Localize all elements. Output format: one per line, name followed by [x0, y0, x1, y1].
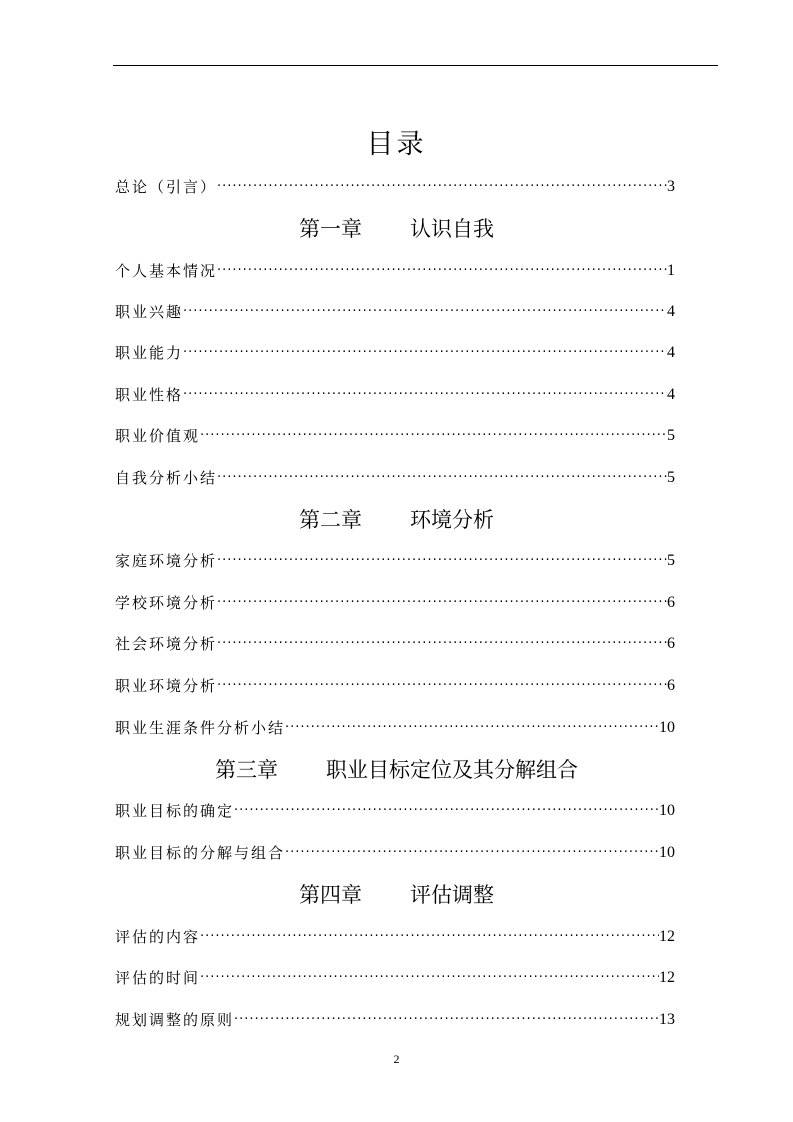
toc-entry[interactable] — [115, 592, 675, 614]
toc-entry[interactable] — [115, 260, 675, 282]
toc-entry-label: 学校环境分析 — [115, 594, 218, 612]
toc-page-number: 10 — [659, 802, 675, 819]
chapter-number: 第四章 — [299, 883, 362, 907]
chapter-number: 第二章 — [299, 508, 362, 532]
chapter-title: 评估调整 — [410, 883, 494, 907]
toc-page-number: 4 — [667, 303, 675, 320]
toc-entry[interactable] — [115, 425, 675, 447]
toc-page-number: 13 — [659, 1011, 675, 1028]
page-title: 目录 — [366, 129, 427, 160]
chapter-title: 认识自我 — [410, 217, 494, 241]
toc-leader-dots — [234, 801, 659, 821]
toc-entry[interactable] — [115, 675, 675, 697]
toc-leader-dots — [217, 468, 667, 488]
toc-entry-label: 总论（引言） — [115, 178, 218, 196]
chapter-number: 第三章 — [215, 758, 278, 782]
toc-entry-label: 职业能力 — [115, 344, 184, 362]
toc-page-number: 12 — [659, 928, 675, 945]
toc-entry[interactable] — [115, 384, 675, 406]
toc-entry[interactable] — [115, 717, 675, 739]
toc-entry[interactable] — [115, 301, 675, 323]
chapter-heading-4[interactable] — [0, 879, 793, 911]
toc-leader-dots — [217, 634, 667, 654]
toc-entry-label: 职业性格 — [115, 386, 184, 404]
toc-entry-label: 职业兴趣 — [115, 303, 184, 321]
toc-entry[interactable] — [115, 1009, 675, 1031]
toc-page-number: 3 — [667, 178, 675, 195]
toc-entry[interactable] — [115, 633, 675, 655]
toc-leader-dots — [285, 718, 659, 738]
toc-leader-dots — [217, 676, 667, 696]
toc-page-number: 4 — [667, 386, 675, 403]
chapter-title: 环境分析 — [410, 508, 494, 532]
toc-entry[interactable] — [115, 550, 675, 572]
toc-leader-dots — [217, 177, 667, 197]
toc-leader-dots — [234, 1010, 659, 1030]
toc-page-number: 12 — [659, 969, 675, 986]
toc-entry-label: 职业生涯条件分析小结 — [115, 719, 286, 737]
toc-leader-dots — [200, 968, 659, 988]
toc-page-number: 6 — [667, 594, 675, 611]
toc-entry-label: 个人基本情况 — [115, 262, 218, 280]
chapter-title: 职业目标定位及其分解组合 — [326, 758, 578, 782]
toc-page-number: 6 — [667, 635, 675, 652]
toc-page-number: 5 — [667, 552, 675, 569]
toc-leader-dots — [183, 385, 667, 405]
chapter-heading-3[interactable] — [0, 754, 793, 786]
toc-entry[interactable] — [115, 467, 675, 489]
toc-page-number: 5 — [667, 427, 675, 444]
toc-entry-label: 自我分析小结 — [115, 469, 218, 487]
toc-entry-label: 评估的内容 — [115, 928, 201, 946]
toc-page-number: 10 — [659, 719, 675, 736]
chapter-number: 第一章 — [299, 217, 362, 241]
toc-entry-label: 评估的时间 — [115, 969, 201, 987]
toc-entry-label: 职业价值观 — [115, 427, 201, 445]
page-number: 2 — [393, 1052, 400, 1066]
toc-leader-dots — [200, 927, 659, 947]
toc-entry-label: 规划调整的原则 — [115, 1011, 235, 1029]
toc-page-number: 1 — [667, 262, 675, 279]
toc-entry[interactable] — [115, 967, 675, 989]
toc-page-number: 4 — [667, 344, 675, 361]
toc-leader-dots — [217, 593, 667, 613]
toc-page-number: 6 — [667, 677, 675, 694]
toc-entry-label: 社会环境分析 — [115, 635, 218, 653]
toc-entry-label: 职业目标的分解与组合 — [115, 844, 286, 862]
toc-leader-dots — [183, 302, 667, 322]
toc-entry[interactable] — [115, 342, 675, 364]
toc-leader-dots — [285, 843, 659, 863]
toc-leader-dots — [200, 426, 667, 446]
toc-page-number: 10 — [659, 844, 675, 861]
toc-leader-dots — [217, 261, 667, 281]
chapter-heading-2[interactable] — [0, 504, 793, 536]
toc-entry[interactable] — [115, 926, 675, 948]
toc-entry-label: 职业环境分析 — [115, 677, 218, 695]
toc-page-number: 5 — [667, 469, 675, 486]
toc-entry[interactable] — [115, 800, 675, 822]
header-rule — [113, 65, 718, 66]
chapter-heading-1[interactable] — [0, 213, 793, 245]
toc-entry-label: 家庭环境分析 — [115, 552, 218, 570]
toc-entry-label: 职业目标的确定 — [115, 802, 235, 820]
toc-leader-dots — [217, 551, 667, 571]
toc-entry-intro[interactable] — [115, 176, 675, 198]
toc-entry[interactable] — [115, 842, 675, 864]
toc-leader-dots — [183, 343, 667, 363]
